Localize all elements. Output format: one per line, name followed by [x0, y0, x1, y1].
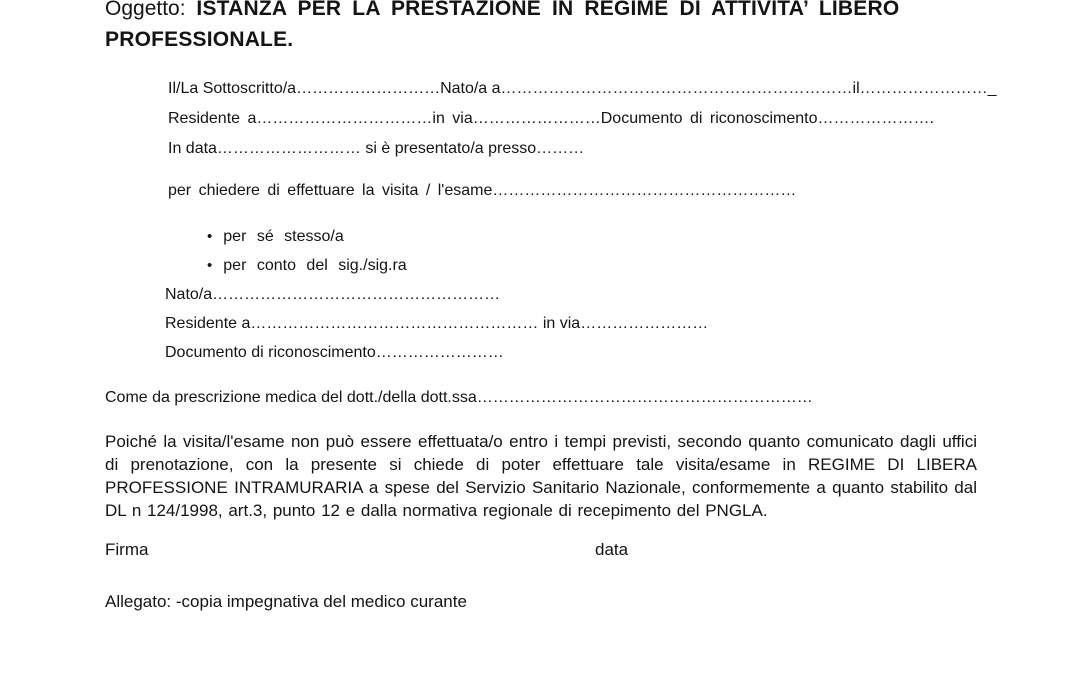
subject-label: Oggetto:	[105, 0, 186, 20]
firma-label: Firma	[105, 540, 149, 559]
line-nato: Nato/a………………………………………………	[165, 286, 501, 303]
applicant-section	[168, 74, 997, 280]
subject-title-line2: PROFESSIONALE.	[105, 28, 294, 51]
beneficiary-options-list	[168, 222, 977, 280]
subject-line	[105, 0, 977, 55]
bullet-icon: •	[207, 228, 213, 245]
line-residente-2: Residente a……………………………………………… in via……………………	[165, 315, 709, 332]
third-party-section	[165, 280, 977, 367]
document-content	[105, 0, 997, 614]
bullet-option-per-conto: per conto del sig./sig.ra	[223, 257, 407, 274]
line-residente: Residente a……………………………in via……………………Documento di riconoscimento………………….	[168, 110, 934, 127]
bullet-icon: •	[207, 257, 213, 274]
line-documento: Documento di riconoscimento……………………	[165, 344, 504, 361]
line-sottoscritto: Il/La Sottoscritto/a………………………Nato/a a…………………………………………………………il……………………_	[168, 80, 997, 97]
line-prescrizione: Come da prescrizione medica del dott./della dott.ssa………………………………………………………	[105, 389, 813, 406]
data-label: data	[595, 540, 629, 559]
allegato-line: Allegato: -copia impegnativa del medico curante	[105, 592, 467, 611]
line-richiesta-visita: per chiedere di effettuare la visita / l'esame…………………………………………………	[168, 182, 797, 199]
list-item	[207, 222, 977, 251]
declaration-paragraph: Poiché la visita/l'esame non può essere effettuata/o entro i tempi previsti, secondo quanto comunicato dagli uffici di prenotazione, con la presente si chiede di poter effettuare tale visita/esame in REGIME DI LIBERA PROFESSIONE INTRAMURARIA a spese del Servizio Sanitario Nazionale, conformemente a quanto stabilito dal DL n 124/1998, art.3, punto 12 e dalla normativa regionale di recepimento del PNGLA.	[105, 432, 977, 520]
subject-title-line1: ISTANZA PER LA PRESTAZIONE IN REGIME DI ATTIVITA’ LIBERO	[196, 0, 900, 20]
list-item	[207, 251, 977, 280]
line-in-data: In data……………………… si è presentato/a presso………	[168, 140, 585, 157]
bullet-option-se-stesso: per sé stesso/a	[223, 228, 344, 245]
signature-row	[105, 538, 977, 562]
